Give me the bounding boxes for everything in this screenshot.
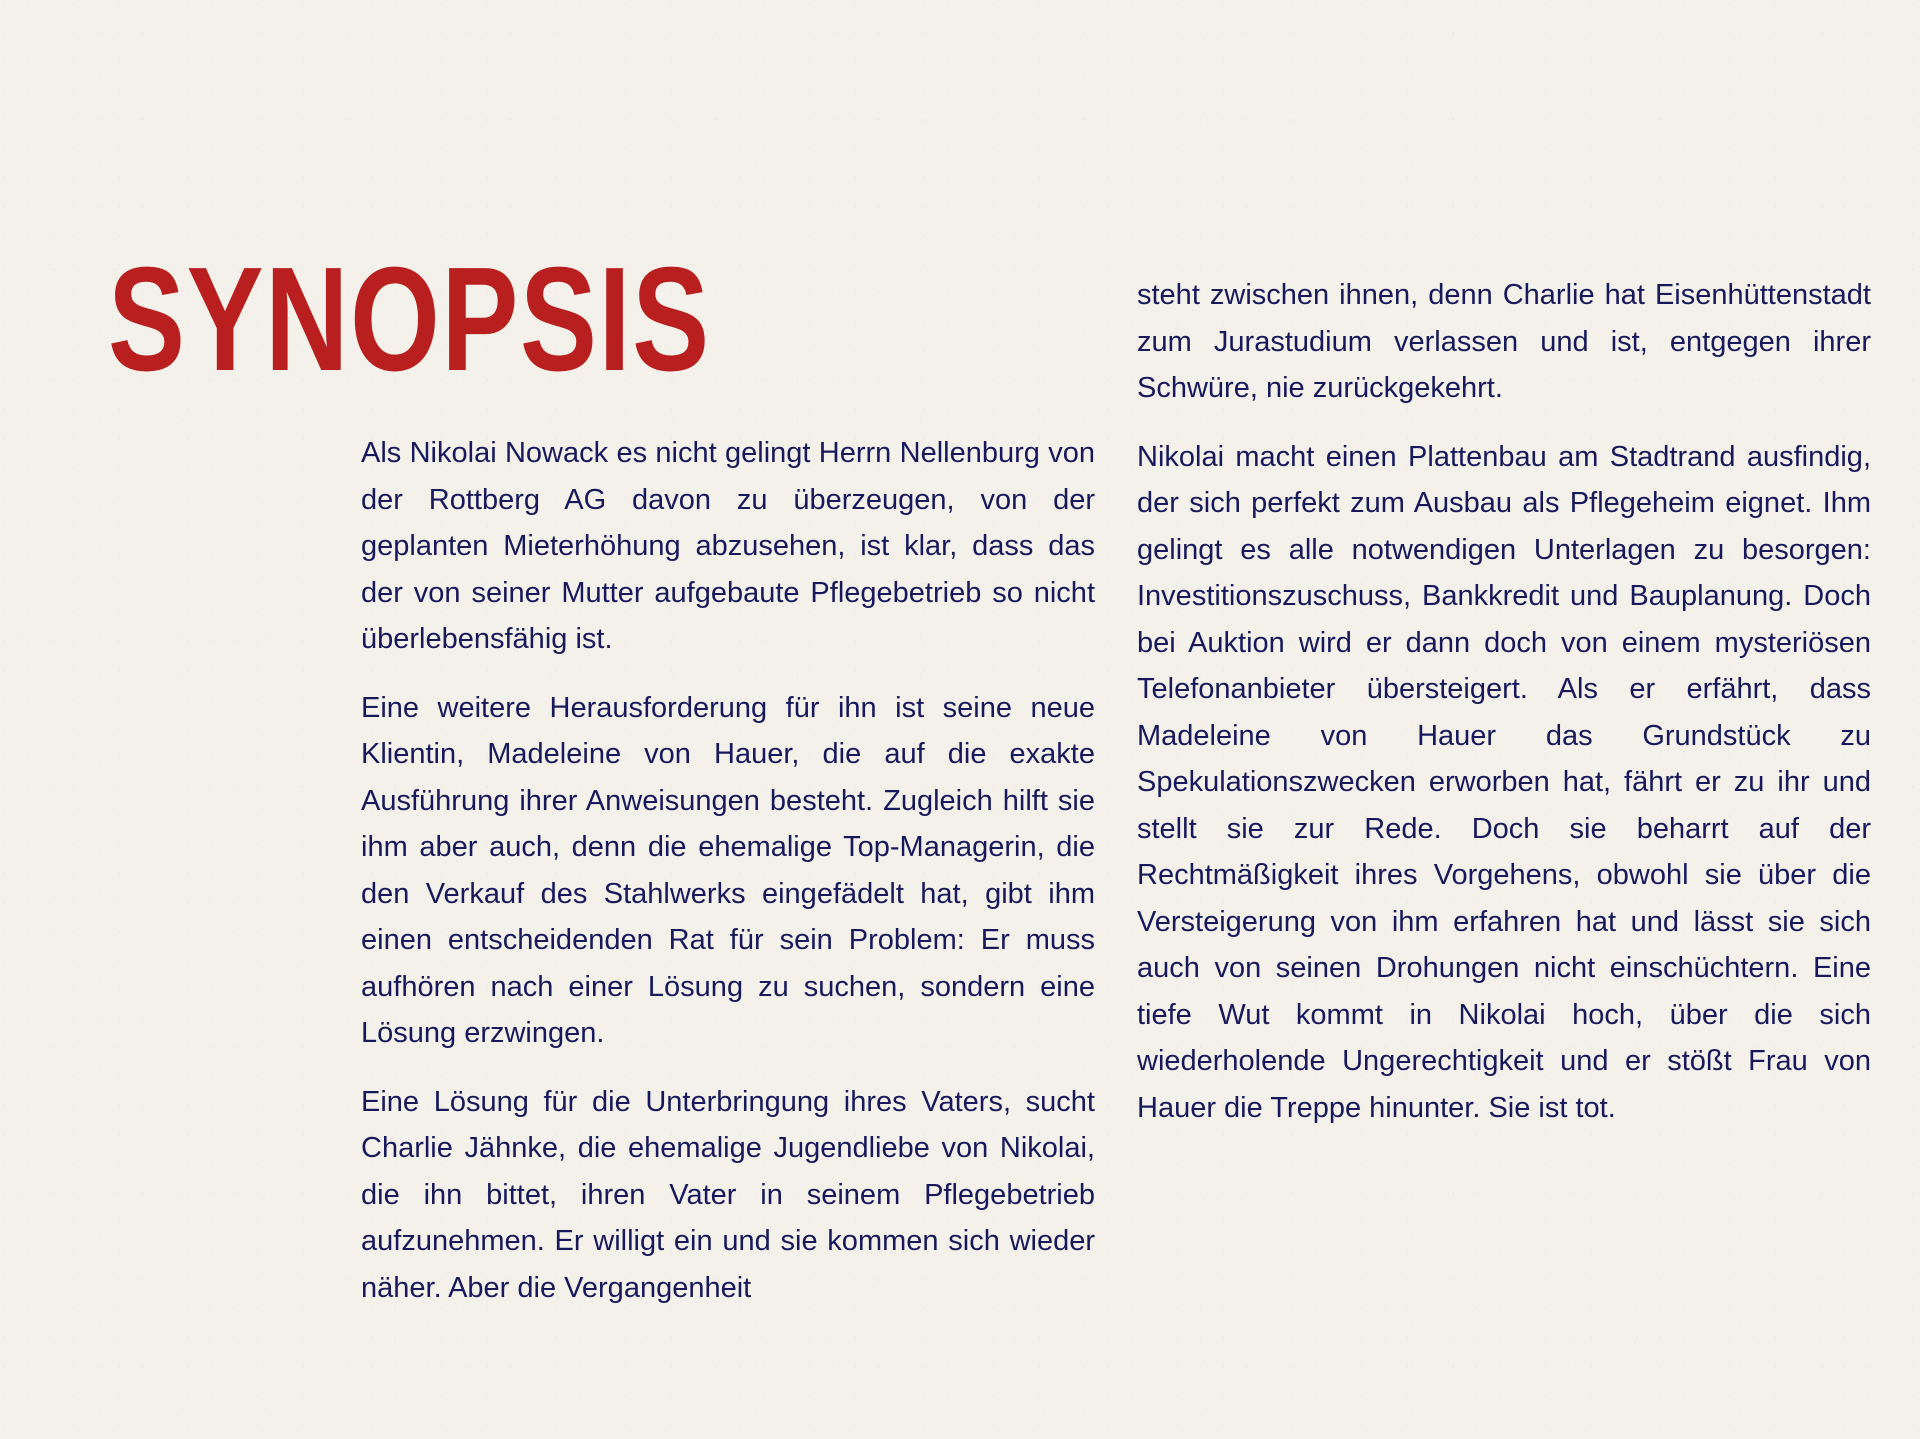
synopsis-paragraph-3: Eine Lösung für die Unterbringung ihres Vaters, sucht Charlie Jähnke, die ehemalige Jugendliebe von Nikolai, die ihn bittet, ihren Vater in seinem Pflegebetrieb aufzunehmen. Er willigt ein und sie kommen sich wieder näher. Aber die Vergangenheit	[361, 1085, 1095, 1304]
synopsis-right-column	[1137, 272, 1871, 1131]
synopsis-paragraph-4: Nikolai macht einen Plattenbau am Stadtrand ausfindig, der sich perfekt zum Ausbau als Pflegeheim eignet. Ihm gelingt es alle notwendigen Unterlagen zu besorgen: Investitionszuschuss, Bankkredit und Bauplanung. Doch bei Auktion wird er dann doch von einem mysteriösen Telefonanbieter übersteigert. Als er erfährt, dass Madeleine von Hauer das Grundstück zu Spekulationszwecken erworben hat, fährt er zu ihr und stellt sie zur Rede. Doch sie beharrt auf der Rechtmäßigkeit ihres Vorgehens, obwohl sie über die Versteigerung von ihm erfahren hat und lässt sie sich auch von seinen Drohungen nicht einschüchtern. Eine tiefe Wut kommt in Nikolai hoch, über die sich wiederholende Ungerechtigkeit und er stößt Frau von Hauer die Treppe hinunter. Sie ist tot.	[1137, 440, 1871, 1124]
synopsis-paragraph-1: Als Nikolai Nowack es nicht gelingt Herrn Nellenburg von der Rottberg AG davon zu überzeugen, von der geplanten Mieterhöhung abzusehen, ist klar, dass das der von seiner Mutter aufgebaute Pflegebetrieb so nicht überlebensfähig ist.	[361, 437, 1095, 655]
synopsis-paragraph-continuation: steht zwischen ihnen, denn Charlie hat Eisenhüttenstadt zum Jurastudium verlassen und ist, entgegen ihrer Schwüre, nie zurückgekehrt.	[1137, 279, 1871, 404]
synopsis-left-column	[361, 430, 1095, 1311]
synopsis-paragraph-2: Eine weitere Herausforderung für ihn ist seine neue Klientin, Madeleine von Hauer, die auf die exakte Ausführung ihrer Anweisungen besteht. Zugleich hilft sie ihm aber auch, denn die ehemalige Top-Managerin, die den Verkauf des Stahlwerks eingefädelt hat, gibt ihm einen entscheidenden Rat für sein Problem: Er muss aufhören nach einer Lösung zu suchen, sondern eine Lösung erzwingen.	[361, 691, 1095, 1049]
page-title: SYNOPSIS	[108, 237, 711, 402]
